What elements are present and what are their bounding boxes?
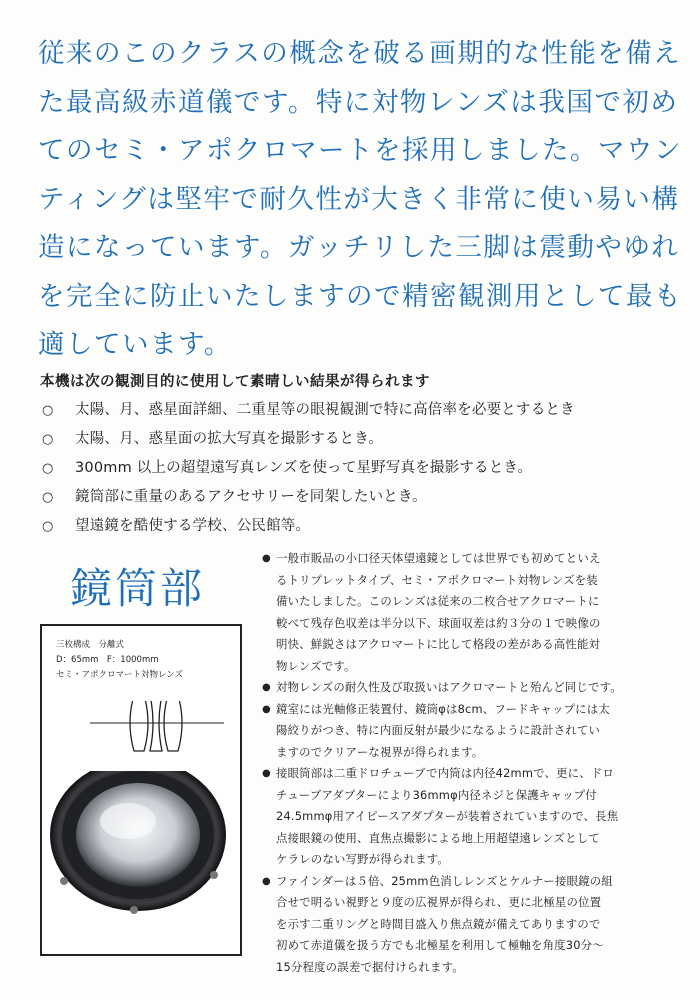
usage-item — [40, 396, 690, 425]
intro-line: ティングは堅牢で耐久性が大きく非常に使い易い構 — [38, 183, 680, 215]
description-item — [262, 677, 692, 699]
circle-bullet-icon: ○ — [42, 403, 54, 418]
description-list — [262, 548, 692, 978]
usage-heading: 本機は次の観測目的に使用して素晴しい結果が得られます — [40, 374, 430, 390]
objective-lens-photo — [42, 771, 240, 953]
description-line: 較べて残存色収差は半分以下、球面収差は約３分の１で映像の — [276, 615, 601, 630]
lens-spec — [56, 638, 236, 683]
intro-line: を完全に防止いたしますので精密観測用として最も — [38, 280, 682, 312]
description-line: 合せで明るい視野と９度の広視界が得られ、更に北極星の位置 — [276, 895, 602, 909]
usage-item — [40, 425, 690, 454]
circle-bullet-icon: ○ — [42, 519, 54, 534]
description-item — [262, 871, 692, 979]
description-line: 明快、鮮鋭さはアクロマートに比して格段の差がある高性能対 — [276, 637, 601, 651]
dot-bullet-icon: ● — [262, 682, 271, 693]
description-line: 一般市販品の小口径天体望遠鏡としては世界でも初めてといえ — [276, 551, 601, 565]
description-line: 15分程度の誤差で据付けられます。 — [276, 959, 464, 974]
intro-paragraph — [38, 30, 682, 370]
intro-line: 適しています。 — [38, 329, 232, 360]
lens-diagram-icon — [42, 701, 240, 771]
description-line: 初めて赤道儀を扱う方でも北極星を利用して極軸を角度30分～ — [276, 938, 604, 952]
description-line: 備いたしました。このレンズは従来の二枚合せアクロマートに — [276, 594, 600, 608]
usage-item-text: 望遠鏡を酷使する学校、公民館等。 — [75, 518, 311, 534]
description-line: 接眼筒部は二重ドロチューブで内筒は内径42mmで、更に、ドロ — [276, 766, 615, 780]
spec-line: セミ・アポクロマート対物レンズ — [56, 670, 184, 680]
description-line: 対物レンズの耐久性及び取扱いはアクロマートと殆んど同じです。 — [276, 680, 622, 694]
intro-line: た最高級赤道儀です。特に対物レンズは我国で初め — [38, 86, 679, 118]
usage-item — [40, 483, 690, 512]
usage-list — [40, 396, 690, 541]
description-line: ファインダーは５倍、25mm色消しレンズとケルナー接眼鏡の組 — [276, 873, 613, 888]
usage-item-text: 鏡筒部に重量のあるアクセサリーを同架したいとき。 — [75, 489, 427, 505]
intro-line: 従来のこのクラスの概念を破る画期的な性能を備え — [38, 38, 682, 69]
usage-item-text: 300mm 以上の超望遠写真レンズを使って星野写真を撮影するとき。 — [75, 460, 533, 476]
description-item — [262, 763, 692, 871]
description-line: ますのでクリアーな視界が得られます。 — [276, 744, 484, 759]
usage-item — [40, 454, 690, 483]
description-line: 鏡室には光軸修正装置付、鏡筒φは8cm、フードキャップには太 — [276, 701, 610, 716]
description-line: ケラレのない写野が得られます。 — [276, 852, 449, 866]
description-line: を示す二重リングと時間目盛入り焦点鏡が備えてありますので — [276, 916, 601, 931]
dot-bullet-icon: ● — [262, 553, 271, 564]
intro-line: てのセミ・アポクロマートを採用しました。マウン — [38, 135, 682, 166]
usage-item-text: 太陽、月、惑星面の拡大写真を撮影するとき。 — [75, 431, 384, 447]
description-line: チューブアダプターにより36mmφ内径ネジと保護キャップ付 — [276, 787, 597, 802]
intro-line: 造になっています。ガッチリした三脚は震動やゆれ — [38, 232, 680, 263]
circle-bullet-icon: ○ — [42, 461, 54, 476]
description-line: るトリプレットタイプ、セミ・アポクロマート対物レンズを装 — [276, 572, 598, 587]
section-title: 鏡筒部 — [70, 564, 206, 613]
description-line: 点接眼鏡の使用、直焦点撮影による地上用超望遠レンズとして — [276, 830, 600, 845]
usage-item — [40, 512, 690, 541]
description-item — [262, 548, 692, 677]
lens-figure — [40, 624, 242, 956]
description-item — [262, 699, 692, 764]
dot-bullet-icon: ● — [262, 768, 271, 779]
spec-line: 三枚構成 分離式 — [56, 640, 125, 650]
description-line: 物レンズです。 — [276, 658, 356, 673]
spec-line: D：65mm F：1000mm — [56, 655, 159, 665]
description-line: 24.5mmφ用アイピースアダプターが装着されていますので、長焦 — [276, 809, 619, 823]
usage-item-text: 太陽、月、惑星面詳細、二重星等の眼視観測で特に高倍率を必要とするとき — [75, 402, 575, 418]
dot-bullet-icon: ● — [262, 875, 271, 887]
circle-bullet-icon: ○ — [42, 490, 54, 505]
circle-bullet-icon: ○ — [42, 432, 54, 447]
description-line: 陽絞りがつき、特に内面反射が最少になるように設計されてい — [276, 723, 601, 737]
dot-bullet-icon: ● — [262, 703, 271, 715]
